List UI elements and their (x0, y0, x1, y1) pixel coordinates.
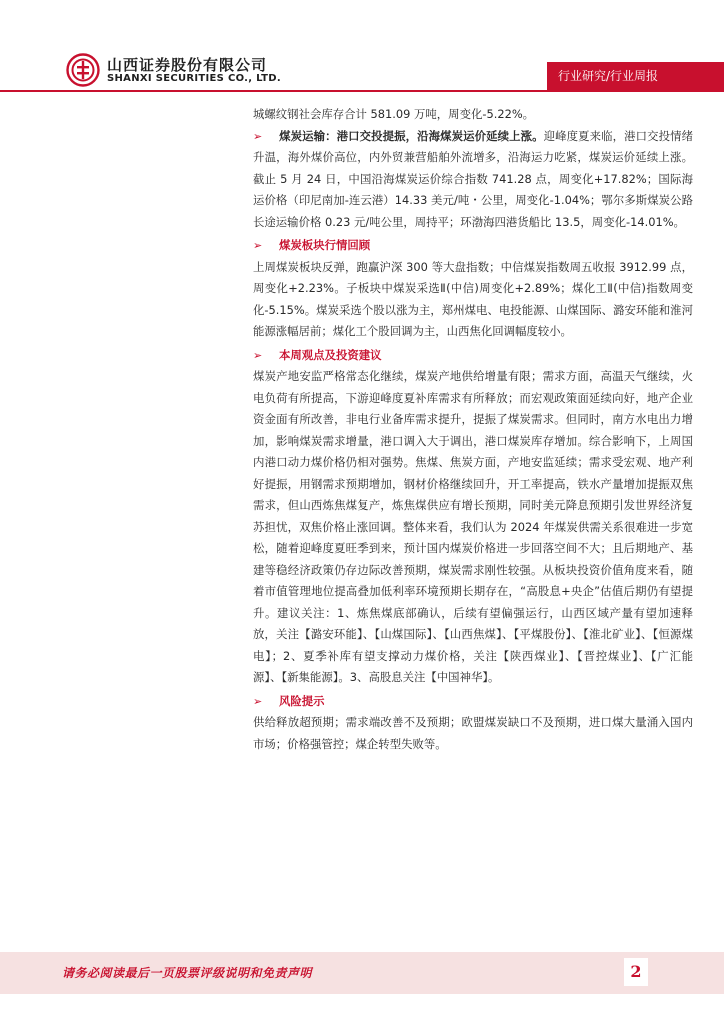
report-type-tag: 行业研究/行业周报 (547, 62, 724, 90)
company-name-cn: 山西证券股份有限公司 (107, 56, 268, 74)
page-number: 2 (624, 958, 648, 986)
risk-heading-row (253, 691, 693, 713)
intro-paragraph: 城螺纹钢社会库存合计 581.09 万吨，周变化-5.22%。 (253, 107, 535, 121)
sector-review-heading: 煤炭板块行情回顾 (279, 238, 371, 252)
bullet-arrow-icon: ➢ (253, 239, 263, 252)
header-divider (0, 90, 724, 92)
risk-text: 供给释放超预期；需求端改善不及预期；欧盟煤炭缺口不及预期，进口煤大量涌入国内市场；价格强管控；煤企转型失败等。 (253, 715, 693, 751)
shanxi-securities-logo-icon (66, 53, 100, 87)
sector-review-heading-row (253, 235, 693, 257)
bullet-arrow-icon: ➢ (253, 348, 263, 362)
risk-heading: 风险提示 (279, 693, 325, 708)
bullet-arrow-icon: ➢ (253, 129, 263, 143)
footer-disclaimer: 请务必阅读最后一页股票评级说明和免责声明 (62, 966, 313, 980)
views-heading: 本周观点及投资建议 (279, 347, 382, 362)
views-heading-row (253, 345, 693, 367)
views-text: 煤炭产地安监严格常态化继续，煤炭产地供给增量有限；需求方面，高温天气继续，火电负荷有所提高，下游迎峰度夏补库需求有所释放；而宏观政策面延续向好，地产企业资金面有所改善，非电行业备库需求提升，提振了煤炭需求。但同时，南方水电出力增加，影响煤炭需求增量，港口调入大于调出，港口煤炭库存增加。综合影响下，上周国内港口动力煤价格仍相对强势。焦煤、焦炭方面，产地安监延续；需求受宏观、地产利好提振，用钢需求预期增加，钢材价格继续回升，开工率提高，铁水产量增加提振双焦需求，但山西炼焦煤复产，炼焦煤供应有增长预期，同时美元降息预期引发世界经济复苏担忧，双焦价格止涨回调。整体来看，我们认为 2024 年煤炭供需关系很难进一步宽松，随着迎峰度夏旺季到来，预计国内煤炭价格进一步回落空间不大；且后期地产、基建等稳经济政策仍存边际改善预期，煤炭需求刚性较强。从板块投资价值角度来看，随着市值管理地位提高叠加低利率环境预期长期存在，“高股息+央企”估值后期仍有望提升。建议关注：1、炼焦煤底部确认，后续有望偏强运行，山西区域产量有望加速释放，关注【潞安环能】、【山煤国际】、【山西焦煤】、【平煤股份】、【淮北矿业】、【恒源煤电】；2、夏季补库有望支撑动力煤价格，关注【陕西煤业】、【晋控煤业】、【广汇能源】、【新集能源】。3、高股息关注【中国神华】。 (253, 369, 693, 684)
page-footer (0, 952, 724, 994)
bullet-arrow-icon: ➢ (253, 694, 263, 708)
page-header (0, 0, 724, 100)
coal-transport-heading: 煤炭运输：港口交投提振，沿海煤炭运价延续上涨。 (279, 128, 544, 143)
report-body (253, 104, 693, 755)
coal-transport-text: 迎峰度夏来临，港口交投情绪升温，海外煤价高位，内外贸兼营船舶外流增多，沿海运力吃紧，煤炭运价延续上涨。截止 5 月 24 日，中国沿海煤炭运价综合指数 741.28 点，周变化+17.82%；国际海运价格（印尼南加-连云港）14.33 美元/吨・公里，周变化-1.04%；鄂尔多斯煤炭公路长途运输价格 0.23 元/吨公里，周持平；环渤海四港货船比 13.5，周变化-14.01%。 (253, 128, 693, 229)
company-name-en: SHANXI SECURITIES CO., LTD. (107, 73, 281, 84)
sector-review-text: 上周煤炭板块反弹，跑赢沪深 300 等大盘指数；中信煤炭指数周五收报 3912.99 点，周变化+2.23%。子板块中煤炭采选Ⅱ(中信)周变化+2.89%；煤化工Ⅱ(中信)指数周变化-5.15%。煤炭采选个股以涨为主，郑州煤电、电投能源、山煤国际、潞安环能和淮河能源涨幅居前；煤化工个股回调为主，山西焦化回调幅度较小。 (253, 259, 693, 338)
coal-transport-section (253, 126, 693, 234)
